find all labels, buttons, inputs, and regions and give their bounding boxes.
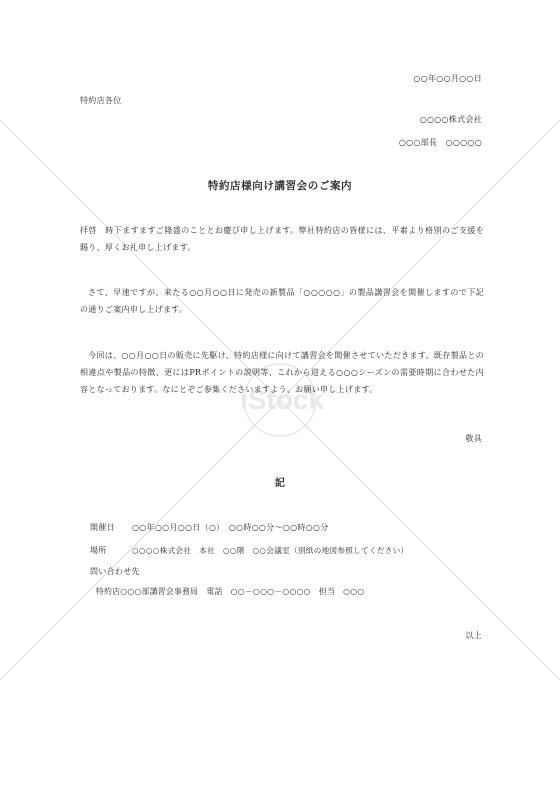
letter-title: 特約店様向け講習会のご案内 xyxy=(207,180,353,192)
closing: 敬具 xyxy=(465,434,482,443)
paragraph-details: 今回は、○○月○○日の販売に先駆け、特約店様に向けて講習会を開催させていただきます。既存製品との相違点や製品の特徴、更にはPRポイントの説明等、これから迎える○○○シーズンの需要時期に合わせた内容となっております。なにとぞご参集くださいますよう、お願い申し上げます。 xyxy=(80,351,484,394)
watermark-text: iStock xyxy=(239,384,325,415)
date-label: 開催日 xyxy=(90,523,115,532)
recipient: 特約店各位 xyxy=(80,96,122,105)
ki-heading: 記 xyxy=(274,478,286,489)
place-value: ○○○○株式会社 本社 ○○階 ○○会議室（別紙の地図参照してください） xyxy=(132,546,409,555)
sender-company: ○○○○株式会社 xyxy=(419,115,482,124)
end-mark: 以上 xyxy=(465,631,482,640)
paragraph-announcement: さて、早速ですが、来たる○○月○○日に発売の新製品「○○○○○」の製品講習会を開催しますので下記の通りご案内申し上げます。 xyxy=(80,288,484,314)
contact-label: 問い合わせ先 xyxy=(90,567,140,576)
sender-person: ○○○部長 ○○○○○ xyxy=(398,138,482,147)
paragraph-greeting: 拝啓 時下ますますご隆盛のこととお慶び申し上げます。弊社特約店の皆様には、平素より格別のご支援を賜り、厚くお礼申し上げます。 xyxy=(80,226,484,252)
contact-value: 特約店○○○部講習会事務局 電話 ○○－○○○－○○○○ 担当 ○○○ xyxy=(96,587,365,596)
letter-date: ○○年○○月○○日 xyxy=(413,74,482,83)
date-value: ○○年○○月○○日（○） ○○時○○分～○○時○○分 xyxy=(132,523,329,532)
place-label: 場所 xyxy=(90,546,107,555)
